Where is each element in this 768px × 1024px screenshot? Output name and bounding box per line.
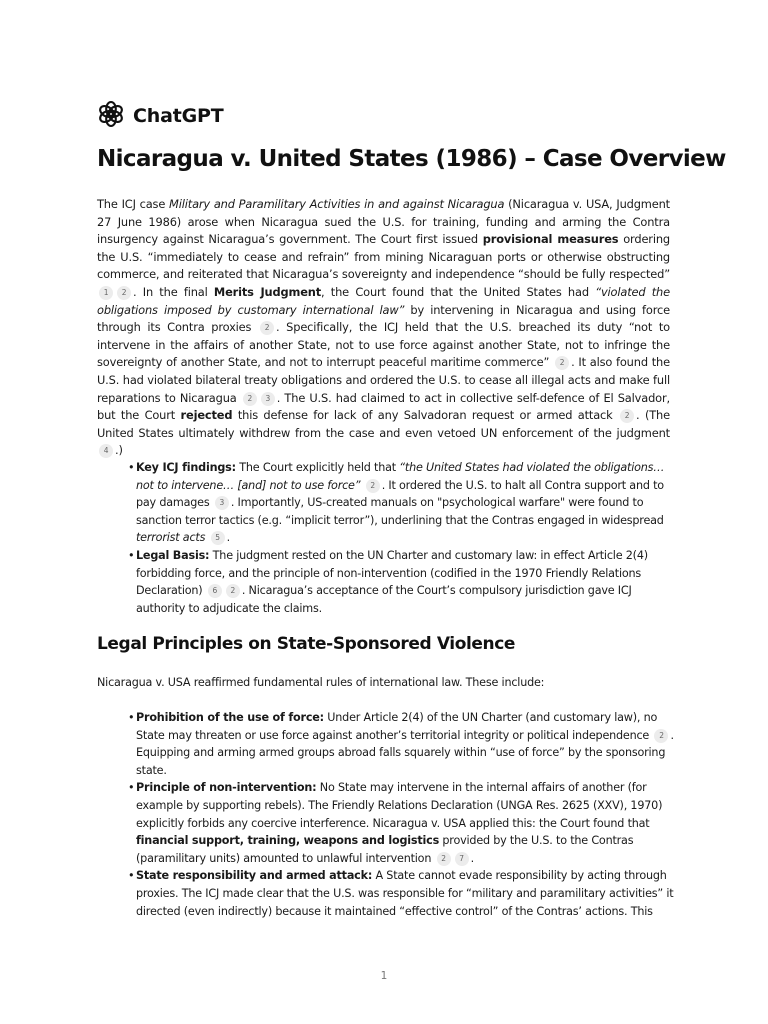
rejected-term: rejected [180,408,233,423]
citation-badge[interactable]: 2 [555,356,569,370]
brand-header [97,100,223,132]
brand-name: ChatGPT [133,105,224,127]
case-name: Military and Paramilitary Activities in and against Nicaragua [169,197,505,211]
citation-badge[interactable]: 2 [437,852,451,866]
principles-list [136,709,676,920]
citation-badge[interactable]: 3 [215,496,229,510]
merits-judgment: Merits Judgment [213,284,322,299]
citation-badge[interactable]: 2 [260,321,274,335]
citation-badge[interactable]: 2 [366,479,380,493]
citation-badge[interactable]: 6 [208,584,222,598]
openai-logo-icon [97,100,125,132]
list-item-legal-basis: • Legal Basis: The judgment rested on the UN Charter and customary law: in effect Article 2(4) forbidding force, and the principle of non-intervention (codified in the 1970 Friendly Relations Declaration) 6 2 . Nicaragua’s acceptance of the Court’s compulsory jurisdiction gave ICJ authority to adjudicate the claims. [136,547,676,617]
citation-badge[interactable]: 2 [117,286,131,300]
section-heading: Legal Principles on State-Sponsored Violence [97,634,516,654]
citation-badge[interactable]: 2 [226,584,240,598]
case-summary-list [136,459,676,617]
provisional-measures: provisional measures [482,232,619,247]
citation-badge[interactable]: 4 [99,444,113,458]
citation-badge[interactable]: 2 [620,409,634,423]
page-title: Nicaragua v. United States (1986) – Case Overview [97,146,726,172]
citation-badge[interactable]: 2 [654,729,668,743]
list-item-state-responsibility: • State responsibility and armed attack: A State cannot evade responsibility by acting through proxies. The ICJ made clear that the U.S. was responsible for “military and paramilitary activities” it directed (even indirectly) because it maintained “effective control” of the Contras’ actions. This [136,867,676,920]
list-item-use-of-force: • Prohibition of the use of force: Under Article 2(4) of the UN Charter (and customary law), no State may threaten or use force against another’s territorial integrity or political independence 2 . Equipping and arming armed groups abroad falls squarely within “use of force” by the sponsoring state. [136,709,676,779]
citation-badge[interactable]: 3 [261,392,275,406]
citation-badge[interactable]: 5 [211,531,225,545]
quote-customary-law: “violated the obligations imposed by customary international law” [97,284,670,317]
intro-paragraph: The ICJ case Military and Paramilitary Activities in and against Nicaragua (Nicaragua v. USA, Judgment 27 June 1986) arose when Nicaragua sued the U.S. for training, funding and arming the Contra insurgency against Nicaragua’s government. The Court first issued provisional measures ordering the U.S. “immediately to cease and refrain” from mining Nicaraguan ports or otherwise obstructing commerce, and reiterated that Nicaragua’s sovereignty and independence “should be fully respected” 1 2 . In the final Merits Judgment, the Court found that the United States had “violated the obligations imposed by customary international law” by intervening in Nicaragua and using force through its Contra proxies 2 . Specifically, the ICJ held that the U.S. breached its duty “not to intervene in the affairs of another State, not to use force against another State, not to infringe the sovereignty of another State, and not to interrupt peaceful maritime commerce” 2 . It also found the U.S. had violated bilateral treaty obligations and ordered the U.S. to cease all illegal acts and make full reparations to Nicaragua 2 3 . The U.S. had claimed to act in collective self-defence of El Salvador, but the Court rejected this defense for lack of any Salvadoran request or armed attack 2 . (The United States ultimately withdrew from the case and even vetoed UN enforcement of the judgment 4 .) [97,197,671,458]
list-item-key-findings: • Key ICJ findings: The Court explicitly held that “the United States had violated the obligations… not to intervene… [and] not to use force” 2 . It ordered the U.S. to halt all Contra support and to pay damages 3 . Importantly, US-created manuals on "psychological warfare" were found to sanction terror tactics (e.g. “implicit terror”), underlining that the Contras engaged in widespread terrorist acts 5 . [136,459,676,547]
list-item-non-intervention: • Principle of non-intervention: No State may intervene in the internal affairs of another (for example by supporting rebels). The Friendly Relations Declaration (UNGA Res. 2625 (XXV), 1970) explicitly forbids any coercive interference. Nicaragua v. USA applied this: the Court found that financial support, training, weapons and logistics provided by the U.S. to the Contras (paramilitary units) amounted to unlawful intervention 2 7 . [136,779,676,867]
citation-badge[interactable]: 7 [455,852,469,866]
page-number: 1 [380,970,388,982]
section-lead: Nicaragua v. USA reaffirmed fundamental rules of international law. These include: [97,676,545,689]
citation-badge[interactable]: 1 [99,286,113,300]
citation-badge[interactable]: 2 [243,392,257,406]
